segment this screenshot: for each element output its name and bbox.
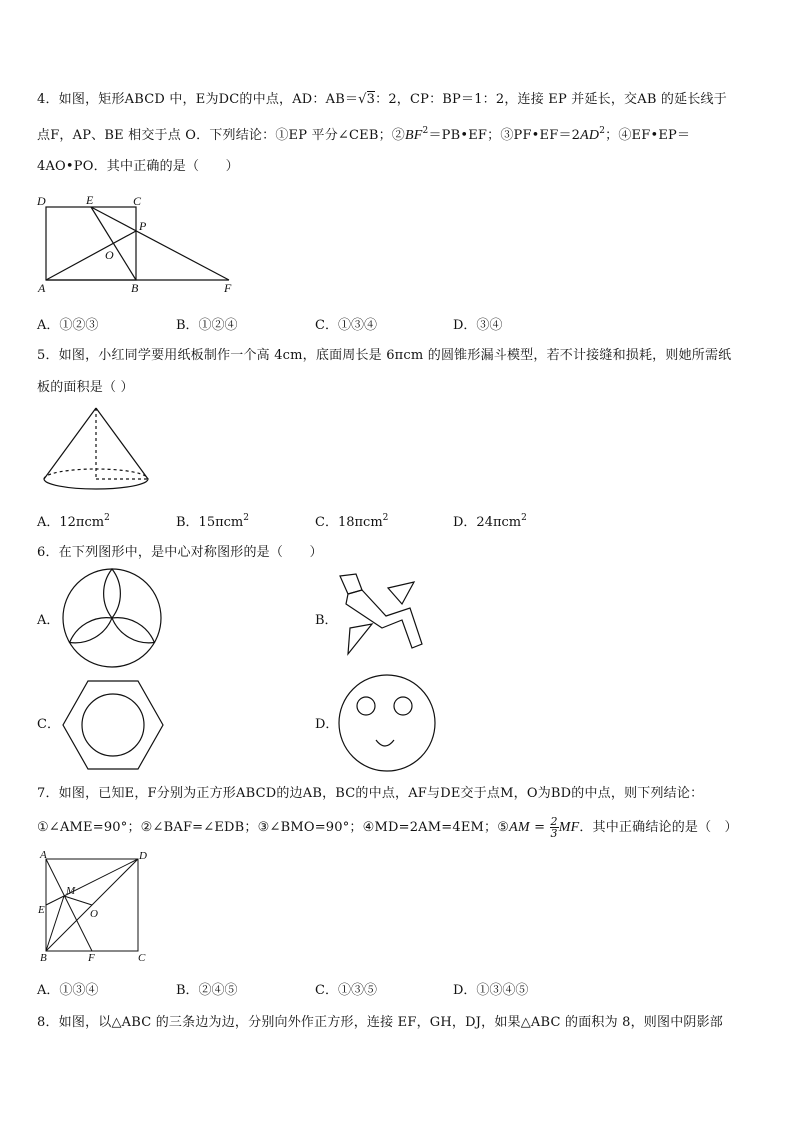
q7-option-c[interactable]: C．①③⑤ [315, 983, 377, 998]
q7-option-d[interactable]: D．①③④⑤ [453, 983, 529, 998]
label-a: A [38, 281, 46, 295]
q6-text-line1: 6．在下列图形中，是中心对称图形的是（ ） [37, 545, 323, 560]
q4-line1-part1: 4．如图，矩形ABCD 中，E为DC的中点，AD：AB＝ [37, 92, 359, 107]
label-b: B [131, 281, 139, 295]
q5-option-a-text: A．12πcm [37, 515, 105, 530]
q5-option-b-text: B．15πcm [176, 515, 244, 530]
pinwheel-right-triangle [388, 582, 414, 604]
q6-option-c[interactable]: C． [37, 717, 60, 732]
label-d: D [139, 851, 147, 862]
q7-text-line1: 7．如图，已知E，F分别为正方形ABCD的边AB，BC的中点，AF与DE交于点M，O为BD的中点，则下列结论： [37, 786, 704, 801]
label-p: P [139, 219, 147, 233]
line-ap [46, 231, 136, 280]
q6-hexagon-figure [60, 678, 166, 772]
label-f: F [88, 952, 95, 963]
rectangle-abcd [46, 207, 136, 280]
q5-option-d-sup: 2 [521, 513, 527, 523]
smiley-right-eye [394, 697, 412, 715]
q7-line2-part1: ①∠AME=90°；②∠BAF=∠EDB；③∠BMO=90°；④MD=2AM=4EM；⑤ [37, 820, 510, 835]
ad-term: AD [580, 128, 600, 143]
hexagon-inner-circle [82, 694, 144, 756]
bf-term: BF [404, 128, 423, 143]
q6-option-a[interactable]: A． [37, 613, 60, 628]
line-bm [46, 896, 64, 951]
cone-left-edge [44, 408, 96, 479]
q8-text-line1: 8．如图，以△ABC 的三条边为边，分别向外作正方形，连接 EF，GH，DJ，如果△ABC 的面积为 8，则图中阴影部 [37, 1015, 723, 1030]
equals-sign: = [529, 820, 550, 835]
q5-text-line2: 板的面积是（ ） [37, 380, 134, 395]
left-arc-lens [70, 618, 112, 643]
smiley-mouth [376, 740, 394, 746]
q6-circle-arcs-figure [60, 566, 164, 670]
label-b: B [40, 952, 47, 963]
q5-option-a[interactable] [37, 511, 110, 530]
q6-option-b[interactable]: B． [315, 613, 338, 628]
label-e: E [38, 904, 45, 916]
q5-option-c-sup: 2 [382, 513, 389, 523]
sqrt-expression [358, 92, 375, 107]
q5-text-line1: 5．如图，小红同学要用纸板制作一个高 4cm，底面周长是 6πcm 的圆锥形漏斗模型，若不计接缝和损耗，则她所需纸 [37, 348, 732, 363]
pinwheel-left-triangle [348, 624, 372, 654]
q7-line2-part2: ．其中正确结论的是（ ） [579, 820, 738, 835]
label-a: A [40, 851, 47, 861]
smiley-face-circle [339, 675, 435, 771]
pinwheel-body [346, 590, 422, 648]
q5-option-b[interactable] [176, 511, 249, 530]
label-d: D [37, 194, 46, 208]
q5-option-b-sup: 2 [243, 513, 249, 523]
two-thirds-fraction [550, 816, 559, 839]
ad-exponent: 2 [599, 126, 606, 136]
q4-option-a[interactable]: A．①②③ [37, 318, 99, 333]
q4-option-c[interactable]: C．①③④ [315, 318, 377, 333]
q4-text-line1 [37, 88, 727, 107]
label-f: F [224, 281, 232, 295]
q5-option-c-text: C．18πcm [315, 515, 383, 530]
top-arc-lens [104, 569, 121, 618]
q7-square-figure [36, 851, 152, 963]
q6-smiley-figure [336, 672, 438, 774]
label-o: O [105, 248, 114, 262]
q5-option-d-text: D．24πcm [453, 515, 522, 530]
q5-option-c[interactable] [315, 511, 388, 530]
line-af [46, 859, 92, 951]
q4-option-d[interactable]: D．③④ [453, 318, 503, 333]
q7-option-b[interactable]: B．②④⑤ [176, 983, 238, 998]
label-o: O [90, 908, 98, 920]
q7-option-a[interactable]: A．①③④ [37, 983, 99, 998]
q6-option-d[interactable]: D． [315, 717, 339, 732]
right-arc-lens [112, 618, 154, 643]
q4-line2-part1: 点F，AP、BE 相交于点 O．下列结论：①EP 平分∠CEB；② [37, 128, 405, 143]
q4-text-line3: 4AO•PO．其中正确的是（ ） [37, 159, 239, 174]
cone-right-edge [96, 408, 148, 479]
q5-option-a-sup: 2 [104, 513, 110, 523]
label-e: E [86, 193, 94, 207]
q4-rectangle-figure [34, 192, 244, 297]
cone-base-front [44, 479, 148, 489]
q5-option-d[interactable] [453, 511, 527, 530]
q4-option-b[interactable]: B．①②④ [176, 318, 238, 333]
q4-text-line2 [37, 124, 690, 144]
label-c: C [138, 952, 146, 963]
sqrt-radicand: 3 [366, 92, 376, 107]
bf-exponent: 2 [422, 126, 429, 136]
label-c: C [133, 194, 142, 208]
smiley-left-eye [357, 697, 375, 715]
mf-term: MF [558, 820, 580, 835]
q6-pinwheel-figure [336, 570, 440, 660]
line-de [46, 859, 138, 905]
line-ef [91, 207, 229, 280]
fraction-denominator: 3 [550, 827, 558, 840]
label-m: M [66, 885, 76, 897]
q7-text-line2 [37, 816, 738, 839]
fraction-numerator: 2 [550, 815, 558, 828]
q5-cone-figure [40, 404, 152, 496]
sqrt-symbol: √ [358, 92, 367, 107]
q4-line2-part3: ；④EF•EP＝ [605, 128, 691, 143]
q4-line2-part2: ＝PB•EF；③PF•EF＝2 [428, 128, 581, 143]
am-term: AM [509, 820, 530, 835]
q4-line1-part2: ：2，CP：BP＝1：2，连接 EP 并延长，交AB 的延长线于 [375, 92, 727, 107]
